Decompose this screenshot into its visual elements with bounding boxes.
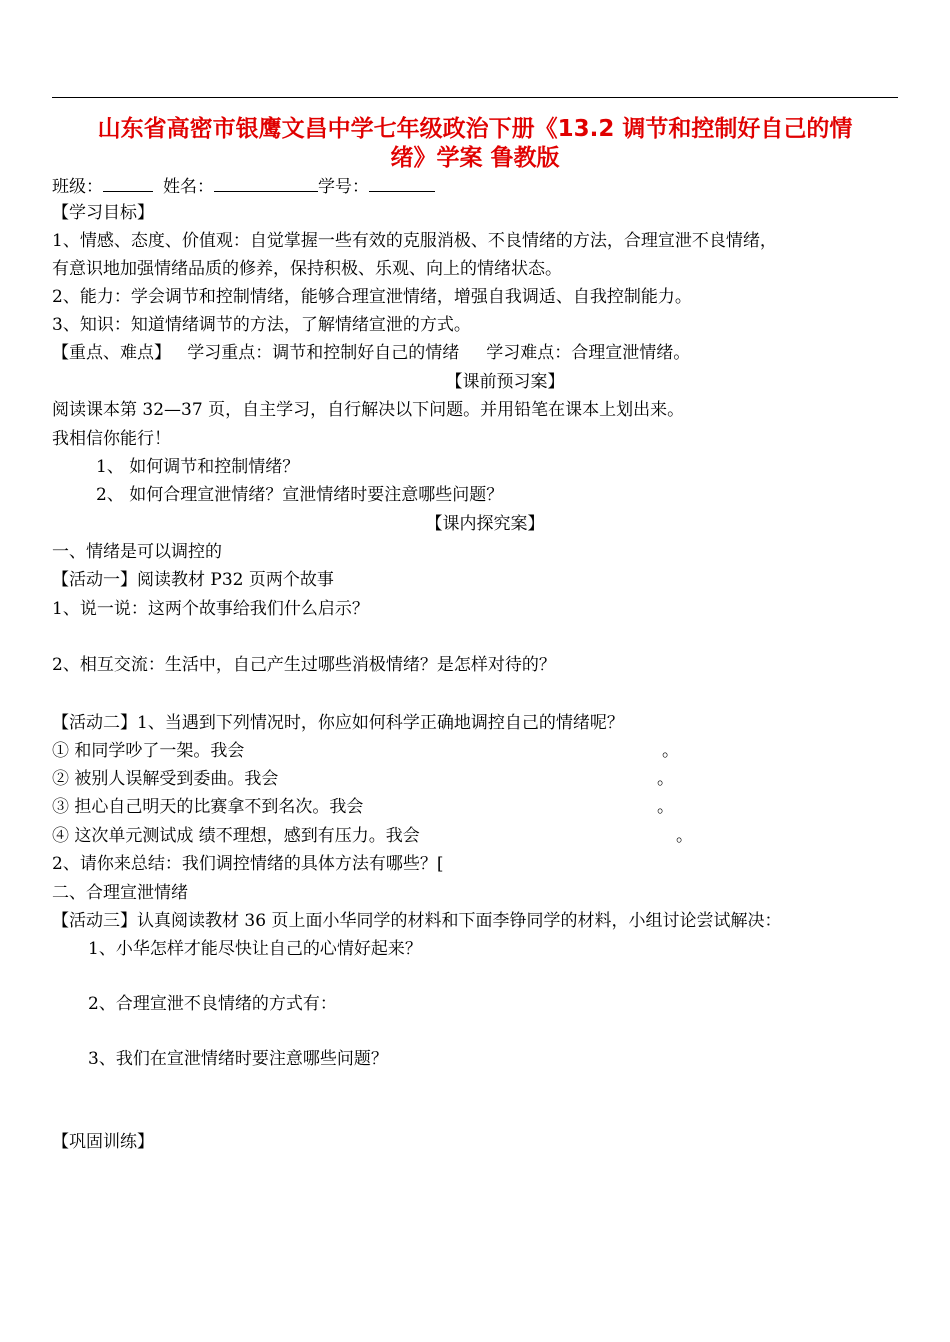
document-title-line2: 绪》学案 鲁教版 [390,145,560,171]
case-2-period: 。 [657,769,674,789]
activity-3-question-2: 2、合理宣泄不良情绪的方式有： [88,994,337,1014]
objective-1b: 有意识地加强情绪品质的修养，保持积极、乐观、向上的情绪状态。 [52,259,562,279]
student-info [52,175,435,198]
name-blank[interactable] [214,175,318,192]
id-blank[interactable] [369,175,435,192]
case-3: ③ 担心自己明天的比赛拿不到名次。我会 [52,797,364,817]
section-2-heading: 二、合理宣泄情绪 [52,883,188,903]
activity-1-question-2: 2、相互交流：生活中，自己产生过哪些消极情绪？是怎样对待的？ [52,655,556,675]
activity-1: 【活动一】阅读教材 P32 页两个故事 [52,570,334,590]
preview-question-2: 2、 如何合理宣泄情绪？宣泄情绪时要注意哪些问题？ [96,485,504,505]
case-2: ② 被别人误解受到委曲。我会 [52,769,279,789]
case-1: ① 和同学吵了一架。我会 [52,741,245,761]
section-1-heading: 一、情绪是可以调控的 [52,542,222,562]
preview-intro: 阅读课本第 32—37 页，自主学习，自行解决以下问题。并用铅笔在课本上划出来。 [52,400,685,420]
case-4: ④ 这次单元测试成 绩不理想，感到有压力。我会 [52,826,420,846]
case-1-period: 。 [662,741,679,761]
objectives-heading: 【学习目标】 [52,203,154,223]
explore-heading: 【课内探究案】 [425,514,545,534]
id-label: 学号： [318,177,369,197]
objective-2: 2、能力：学会调节和控制情绪，能够合理宣泄情绪，增强自我调适、自我控制能力。 [52,287,692,307]
practice-heading: 【巩固训练】 [52,1132,154,1152]
activity-1-question-1: 1、说一说：这两个故事给我们什么启示？ [52,599,369,619]
activity-2: 【活动二】1、当遇到下列情况时，你应如何科学正确地调控自己的情绪呢？ [52,713,624,733]
objective-3: 3、知识：知道情绪调节的方法，了解情绪宣泄的方式。 [52,315,471,335]
activity-3-question-3: 3、我们在宣泄情绪时要注意哪些问题？ [88,1049,388,1069]
activity-3-question-1: 1、小华怎样才能尽快让自己的心情好起来？ [88,939,422,959]
class-blank[interactable] [103,175,153,192]
header-rule [52,97,898,98]
preview-question-1: 1、 如何调节和控制情绪？ [96,457,300,477]
preview-heading: 【课前预习案】 [445,372,565,392]
key-points: 【重点、难点】 学习重点：调节和控制好自己的情绪 学习难点：合理宣泄情绪。 [52,343,691,363]
preview-encourage: 我相信你能行！ [52,429,171,449]
activity-2-question-2: 2、请你来总结：我们调控情绪的具体方法有哪些？[ [52,854,444,874]
objective-1a: 1、情感、态度、价值观：自觉掌握一些有效的克服消极、不良情绪的方法，合理宣泄不良情绪， [52,231,777,251]
document-title-line1: 山东省高密市银鹰文昌中学七年级政治下册《13.2 调节和控制好自己的情 [97,116,853,142]
name-label: 姓名： [163,177,214,197]
case-4-period: 。 [676,826,693,846]
case-3-period: 。 [657,797,674,817]
activity-3: 【活动三】认真阅读教材 36 页上面小华同学的材料和下面李铮同学的材料，小组讨论尝试解决： [52,911,782,931]
class-label: 班级： [52,177,103,197]
